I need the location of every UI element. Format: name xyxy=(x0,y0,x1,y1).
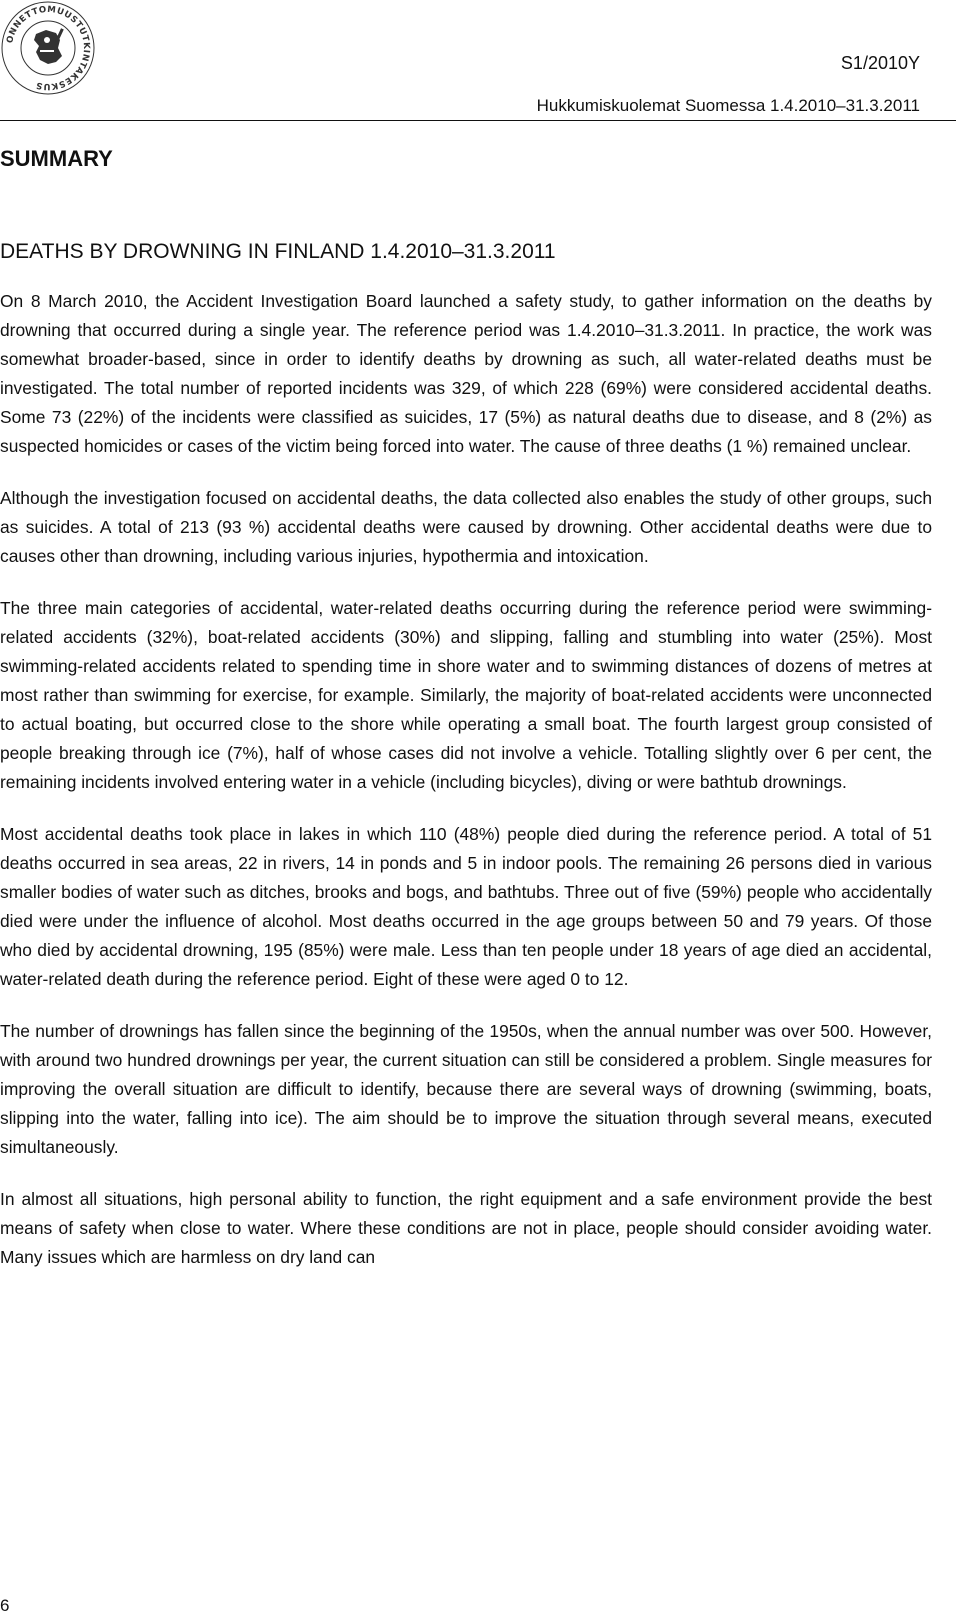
running-header-title: Hukkumiskuolemat Suomessa 1.4.2010–31.3.2011 xyxy=(536,96,920,115)
body-text xyxy=(0,287,932,1295)
paragraph: Most accidental deaths took place in lakes in which 110 (48%) people died during the reference period. A total of 51 deaths occurred in sea areas, 22 in rivers, 14 in ponds and 5 in indoor pools. The remaining 26 persons died in various smaller bodies of water such as ditches, brooks and bogs, and bathtubs. Three out of five (59%) people who accidentally died were under the influence of alcohol. Most deaths occurred in the age groups between 50 and 79 years. Of those who died by accidental drowning, 195 (85%) were male. Less than ten people under 18 years of age died an accidental, water-related death during the reference period. Eight of these were aged 0 to 12. xyxy=(0,824,932,989)
paragraph: On 8 March 2010, the Accident Investigation Board launched a safety study, to gather information on the deaths by drowning that occurred during a single year. The reference period was 1.4.2010–31.3.2011. In practice, the work was somewhat broader-based, since in order to identify deaths by drowning as such, all water-related deaths must be investigated. The total number of reported incidents was 329, of which 228 (69%) were considered accidental deaths. Some 73 (22%) of the incidents were classified as suicides, 17 (5%) as natural deaths due to disease, and 8 (2%) as suspected homicides or cases of the victim being forced into water. The cause of three deaths (1 %) remained unclear. xyxy=(0,291,932,456)
agency-logo xyxy=(0,0,96,96)
paragraph: The number of drownings has fallen since the beginning of the 1950s, when the annual number was over 500. However, with around two hundred drownings per year, the current situation can still be considered a problem. Single measures for improving the overall situation are difficult to identify, because there are several ways of drowning (swimming, boats, slipping into the water, falling into ice). The aim should be to improve the situation through several means, executed simultaneously. xyxy=(0,1021,932,1157)
paragraph: In almost all situations, high personal ability to function, the right equipment and a safe environment provide the best means of safety when close to water. Where these conditions are not in place, people should consider avoiding water. Many issues which are harmless on dry land can xyxy=(0,1189,932,1267)
paragraph: Although the investigation focused on accidental deaths, the data collected also enables the study of other groups, such as suicides. A total of 213 (93 %) accidental deaths were caused by drowning. Other accidental deaths were due to causes other than drowning, including various injuries, hypothermia and intoxication. xyxy=(0,488,932,566)
header-divider xyxy=(0,120,956,121)
section-heading: SUMMARY xyxy=(0,146,113,171)
document-code: S1/2010Y xyxy=(840,53,920,73)
document-title: DEATHS BY DROWNING IN FINLAND 1.4.2010–31.3.2011 xyxy=(0,240,556,263)
page-number: 6 xyxy=(0,1596,10,1615)
paragraph: The three main categories of accidental, water-related deaths occurring during the reference period were swimming-related accidents (32%), boat-related accidents (30%) and slipping, falling and stumbling into water (25%). Most swimming-related accidents related to spending time in shore water and to swimming distances of dozens of metres at most rather than swimming for exercise, for example. Similarly, the majority of boat-related accidents were unconnected to actual boating, but occurred close to the shore while operating a small boat. The fourth largest group consisted of people breaking through ice (7%), half of whose cases did not involve a vehicle. Totalling slightly over 6 per cent, the remaining incidents involved entering water in a vehicle (including bicycles), diving or were bathtub drownings. xyxy=(0,598,932,792)
svg-text:ONNETTOMUUSTUTKINTAKESKUS: ONNETTOMUUSTUTKINTAKESKUS xyxy=(5,4,92,92)
seal-icon xyxy=(0,0,96,96)
